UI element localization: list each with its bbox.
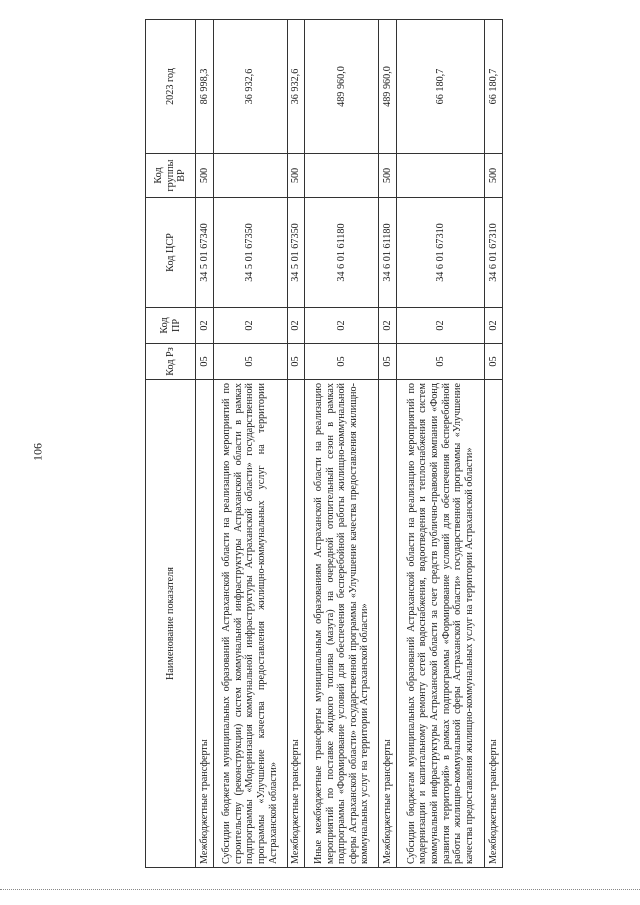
- row-pr: 02: [196, 308, 214, 344]
- row-pr: 02: [485, 308, 503, 344]
- row-rz: 05: [213, 344, 287, 380]
- page-number: 106: [30, 443, 45, 461]
- budget-table: [145, 19, 503, 868]
- row-csr: 34 6 01 61180: [379, 198, 397, 308]
- rotated-table-container: [145, 20, 503, 868]
- row-vr: 500: [196, 154, 214, 198]
- row-rz: 05: [305, 344, 379, 380]
- row-amount: 489 960,0: [305, 20, 379, 154]
- row-amount: 36 932,6: [213, 20, 287, 154]
- page-bottom-divider: [0, 889, 640, 890]
- table-row: [287, 20, 305, 868]
- row-vr: 500: [485, 154, 503, 198]
- table-row: [196, 20, 214, 868]
- row-vr: [305, 154, 379, 198]
- row-rz: 05: [485, 344, 503, 380]
- row-rz: 05: [379, 344, 397, 380]
- table-row: [379, 20, 397, 868]
- table-row: [213, 20, 287, 868]
- row-pr: 02: [379, 308, 397, 344]
- row-csr: 34 6 01 67310: [485, 198, 503, 308]
- row-vr: 500: [287, 154, 305, 198]
- row-rz: 05: [196, 344, 214, 380]
- row-name: Межбюджетные трансферты: [379, 380, 397, 868]
- table-row: [305, 20, 379, 868]
- row-pr: 02: [287, 308, 305, 344]
- header-pr: Код ПР: [146, 308, 196, 344]
- table-row: [397, 20, 485, 868]
- row-csr: 34 5 01 67340: [196, 198, 214, 308]
- row-name: Субсидии бюджетам муниципальных образований Астраханской области на реализацию мероприятий по модернизации и капитальному ремонту сетей водоснабжения, водоотведения и теплоснабжения систем коммунальной инфраструктуры Астраханской области за счет средств публично-правовой компании «Фонд развития территорий» в рамках подпрограммы «Формирование условий для обеспечения бесперебойной работы жилищно-коммунальной сферы Астраханской области» государственной программы «Улучшение качества предоставления жилищно-коммунальных услуг на территории Астраханской области»: [397, 380, 485, 868]
- header-rz: Код Рз: [146, 344, 196, 380]
- row-name: Субсидии бюджетам муниципальных образований Астраханской области на реализацию мероприятий по строительству (реконструкции) систем коммунальной инфраструктуры Астраханской области в рамках подпрограммы «Модернизация коммунальной инфраструктуры Астраханской области» государственной программы «Улучшение качества предоставления жилищно-коммунальных услуг на территории Астраханской области»: [213, 380, 287, 868]
- row-vr: 500: [379, 154, 397, 198]
- table-header-row: [146, 20, 196, 868]
- row-pr: 02: [397, 308, 485, 344]
- row-csr: 34 6 01 67310: [397, 198, 485, 308]
- row-name: Межбюджетные трансферты: [485, 380, 503, 868]
- row-amount: 36 932,6: [287, 20, 305, 154]
- row-pr: 02: [213, 308, 287, 344]
- row-vr: [213, 154, 287, 198]
- row-amount: 66 180,7: [397, 20, 485, 154]
- header-year: 2023 год: [146, 20, 196, 154]
- row-csr: 34 5 01 67350: [213, 198, 287, 308]
- row-rz: 05: [287, 344, 305, 380]
- row-rz: 05: [397, 344, 485, 380]
- row-vr: [397, 154, 485, 198]
- header-name: Наименование показателя: [146, 380, 196, 868]
- row-csr: 34 5 01 67350: [287, 198, 305, 308]
- row-name: Межбюджетные трансферты: [287, 380, 305, 868]
- table-row: [485, 20, 503, 868]
- row-name: Межбюджетные трансферты: [196, 380, 214, 868]
- row-amount: 66 180,7: [485, 20, 503, 154]
- row-csr: 34 6 01 61180: [305, 198, 379, 308]
- row-name: Иные межбюджетные трансферты муниципальным образованиям Астраханской области на реализацию мероприятий по поставке жидкого топлива (мазута) на очередной отопительный сезон в рамках подпрограммы «Формирование условий для обеспечения бесперебойной работы жилищно-коммунальной сферы Астраханской области» государственной программы «Улучшение качества предоставления жилищно-коммунальных услуг на территории Астраханской области»: [305, 380, 379, 868]
- header-csr: Код ЦСР: [146, 198, 196, 308]
- row-amount: 86 998,3: [196, 20, 214, 154]
- row-amount: 489 960,0: [379, 20, 397, 154]
- row-pr: 02: [305, 308, 379, 344]
- header-vr: Код группы ВР: [146, 154, 196, 198]
